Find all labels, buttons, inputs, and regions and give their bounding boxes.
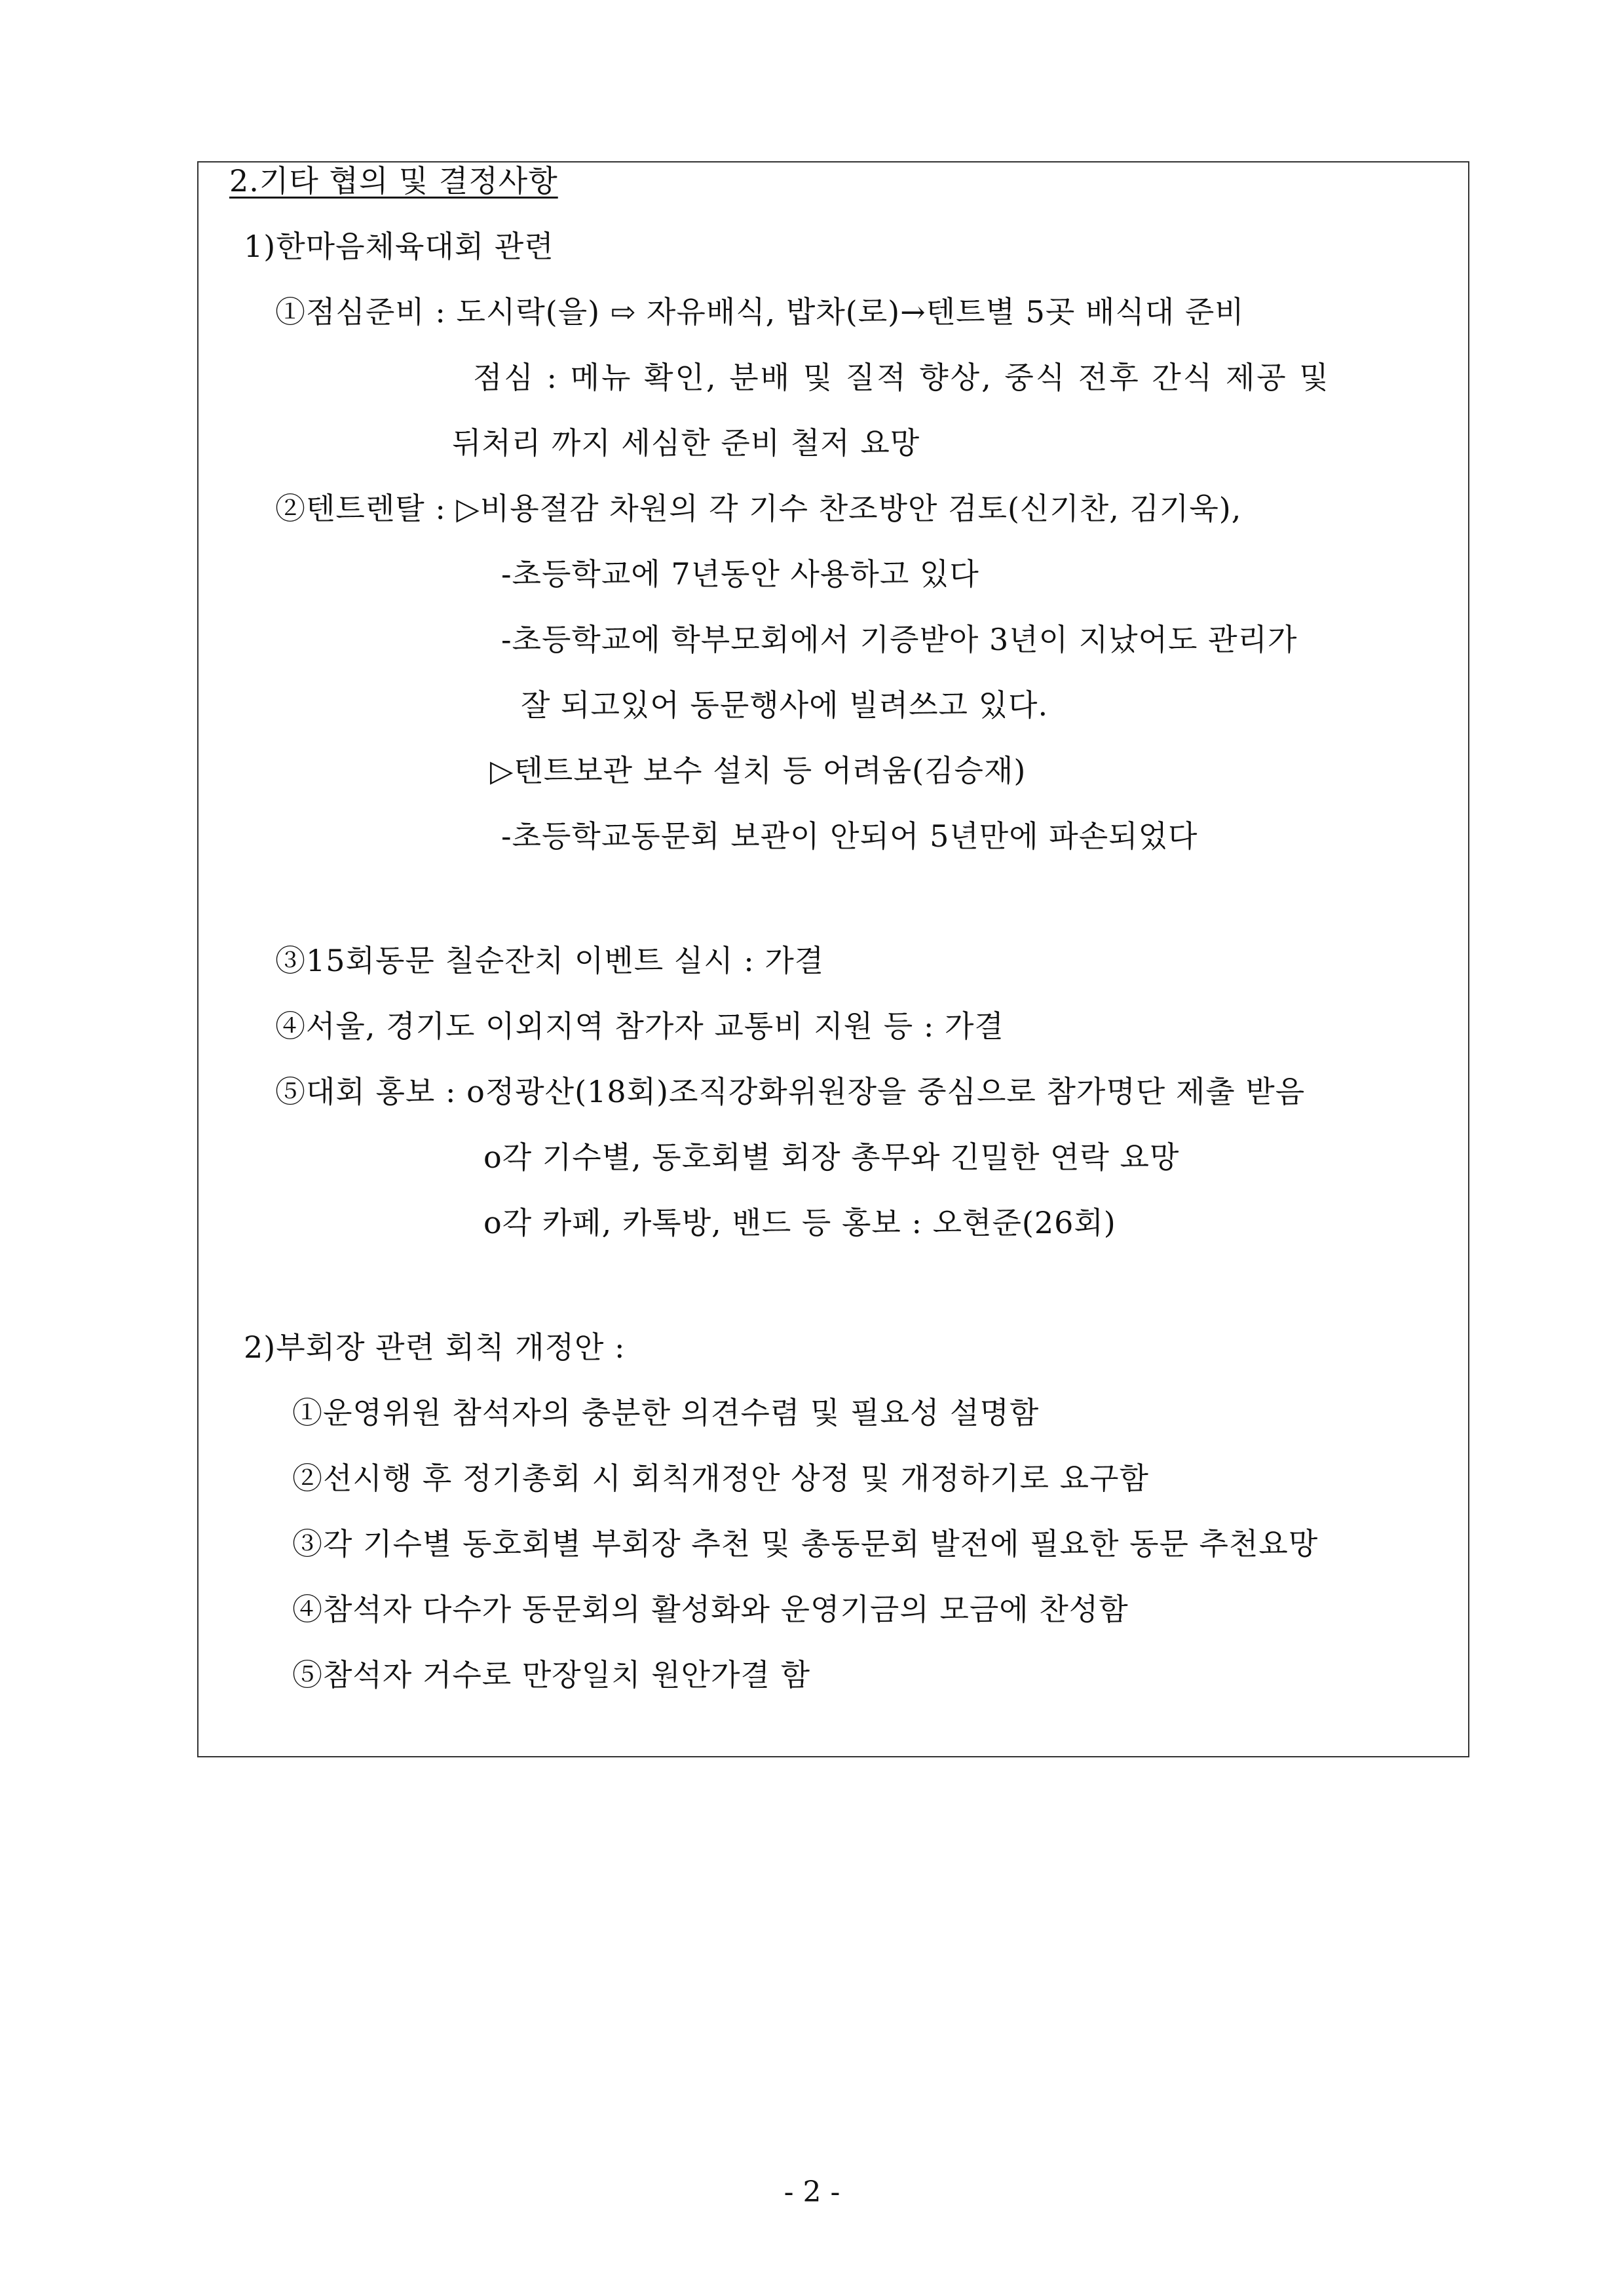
tent-line-1: ②텐트렌탈 : ▷비용절감 차원의 각 기수 찬조방안 검토(신기찬, 김기욱), bbox=[275, 491, 1242, 526]
tent-line-2: -초등학교에 7년동안 사용하고 있다 bbox=[501, 556, 979, 592]
lunch-line-3: 뒤처리 까지 세심한 준비 철저 요망 bbox=[452, 425, 920, 461]
item-3: ③15회동문 칠순잔치 이벤트 실시 : 가결 bbox=[275, 943, 825, 978]
promo-line-1: ⑤대회 홍보 : o정광산(18회)조직강화위원장을 중심으로 참가명단 제출 받음 bbox=[275, 1074, 1306, 1109]
item-4: ④서울, 경기도 이외지역 참가자 교통비 지원 등 : 가결 bbox=[275, 1008, 1004, 1044]
subsection-1-heading: 1)한마음체육대회 관련 bbox=[244, 229, 554, 264]
tent-line-5: ▷텐트보관 보수 설치 등 어려움(김승재) bbox=[490, 753, 1027, 788]
tent-line-6: -초등학교동문회 보관이 안되어 5년만에 파손되었다 bbox=[501, 818, 1198, 854]
lunch-line-2: 점심 : 메뉴 확인, 분배 및 질적 향상, 중식 전후 간식 제공 및 bbox=[473, 360, 1331, 395]
sub2-item-1: ①운영위원 참석자의 충분한 의견수렴 및 필요성 설명함 bbox=[292, 1395, 1040, 1430]
promo-line-2: o각 기수별, 동호회별 회장 총무와 긴밀한 연락 요망 bbox=[483, 1139, 1180, 1175]
sub2-item-4: ④참석자 다수가 동문회의 활성화와 운영기금의 모금에 찬성함 bbox=[292, 1592, 1129, 1627]
sub2-item-3: ③각 기수별 동호회별 부회장 추천 및 총동문회 발전에 필요한 동문 추천요망 bbox=[292, 1526, 1319, 1561]
promo-line-3: o각 카페, 카톡방, 밴드 등 홍보 : 오현준(26회) bbox=[483, 1205, 1116, 1240]
lunch-line-1: ①점심준비 : 도시락(을) ⇨ 자유배식, 밥차(로)→텐트별 5곳 배식대 준비 bbox=[275, 294, 1245, 330]
sub2-item-2: ②선시행 후 정기총회 시 회칙개정안 상정 및 개정하기로 요구함 bbox=[292, 1461, 1149, 1496]
section-title: 2.기타 협의 및 결정사항 bbox=[229, 163, 558, 199]
subsection-2-heading: 2)부회장 관련 회칙 개정안 : bbox=[244, 1330, 626, 1365]
tent-line-3: -초등학교에 학부모회에서 기증받아 3년이 지났어도 관리가 bbox=[501, 622, 1298, 657]
sub2-item-5: ⑤참석자 거수로 만장일치 원안가결 함 bbox=[292, 1657, 811, 1693]
page-number: - 2 - bbox=[784, 2175, 840, 2209]
tent-line-4: 잘 되고있어 동문행사에 빌려쓰고 있다. bbox=[521, 687, 1049, 723]
